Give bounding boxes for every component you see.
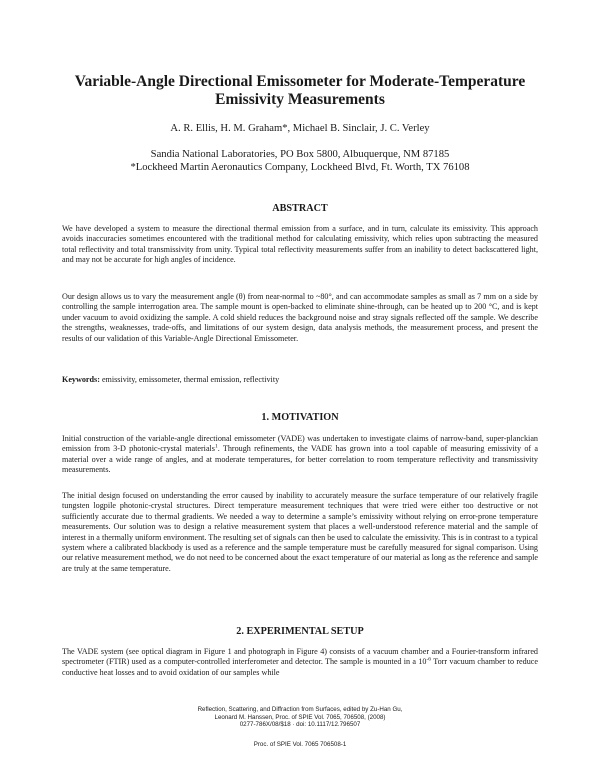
section-1-paragraph-1 xyxy=(62,434,538,476)
footer-line-1: Reflection, Scattering, and Diffraction from Surfaces, edited by Zu-Han Gu, xyxy=(197,706,403,713)
keywords-text: emissivity, emissometer, thermal emission, reflectivity xyxy=(101,375,280,384)
abstract-heading: ABSTRACT xyxy=(272,203,328,214)
section-2-p1-text: The VADE system (see optical diagram in Figure 1 and photograph in Figure 4) consists of a vacuum chamber and a Fourier-transform infrared spectrometer (FTIR) used as a computer-controlled interferometer and detector. The sample is mounted in a 10 xyxy=(62,647,538,667)
footer-line-3: 0277-786X/08/$18 · doi: 10.1117/12.796507 xyxy=(239,721,361,729)
affiliation-sandia: Sandia National Laboratories, PO Box 5800, Albuquerque, NM 87185 xyxy=(150,149,450,160)
abstract-paragraph-2: Our design allows us to vary the measurement angle (θ) from near-normal to ~80°, and can accommodate samples as small as 7 mm on a side by controlling the sample interrogation area. The sample mount is open-backed to eliminate shine-through, can be heated up to 200 °C, and is kept under vacuum to avoid oxidizing the sample. A cold shield reduces the background noise and stray signals reflected off the sample. We describe the strengths, weaknesses, trade-offs, and limitations of our system design, data analysis methods, the measurement process, and present the results of our validation of this Variable-Angle Directional Emissometer. xyxy=(62,292,538,343)
section-2-p1-text-cont: Torr vacuum chamber to reduce conductive heat losses and to avoid oxidation of our samples while xyxy=(62,657,538,677)
abstract-paragraph-1: We have developed a system to measure the directional thermal emission from a surface, and in turn, calculate its emissivity. This approach avoids inaccuracies sometimes encountered with the traditional method for calculating emissivity, which relies upon subtracting the measured total reflectivity and total transmissivity from unity. Typical total reflectivity measurements suffer from an inability to detect backscattered light, and may not be accurate for high angles of incidence. xyxy=(62,224,538,265)
citation-1: 1 xyxy=(214,443,218,450)
footer-line-2: Leonard M. Hanssen, Proc. of SPIE Vol. 7065, 706508, (2008) xyxy=(214,713,386,721)
section-2-paragraph-1 xyxy=(62,647,538,678)
paper-title xyxy=(50,73,550,109)
page-footer-label: Proc. of SPIE Vol. 7065 706508-1 xyxy=(253,741,347,748)
citation-footer xyxy=(50,706,550,729)
keywords xyxy=(62,375,538,385)
keywords-label: Keywords: xyxy=(62,375,100,384)
author-list: A. R. Ellis, H. M. Graham*, Michael B. Sinclair, J. C. Verley xyxy=(170,123,430,134)
section-1-paragraph-2: The initial design focused on understanding the error caused by inability to accurately measure the surface temperature of our relatively fragile tungsten logpile photonic-crystal structures. Direct temperature measurement techniques that were tried were either too destructive or not sufficiently accurate due to thermal gradients. We needed a way to determine a sample’s emissivity without relying on error-prone temperature measurements. Our solution was to design a relative measurement system that places a well-understood reference material and the sample of interest in a thermally uniform environment. The resulting set of signals can then be used to calculate the emissivity. This is in contrast to a typical system where a calibrated blackbody is used as a reference and the sample temperature must be carefully measured for signal comparison. Using our relative measurement method, we do not need to be concerned about the exact temperature of our material as long as the reference and sample are truly at the same temperature. xyxy=(62,491,538,573)
section-2-heading: 2. EXPERIMENTAL SETUP xyxy=(236,626,364,637)
title-line-1: Variable-Angle Directional Emissometer for Moderate-Temperature xyxy=(74,73,526,90)
section-1-p1-text: Initial construction of the variable-angle directional emissometer (VADE) was undertaken to investigate claims of narrow-band, super-planckian emission from 3-D photonic-crystal materials xyxy=(62,434,538,454)
exponent: -6 xyxy=(426,656,432,663)
section-1-heading: 1. MOTIVATION xyxy=(261,412,339,423)
title-line-2: Emissivity Measurements xyxy=(215,91,385,108)
affiliation-lockheed: *Lockheed Martin Aeronautics Company, Lockheed Blvd, Ft. Worth, TX 76108 xyxy=(130,162,470,173)
affiliations xyxy=(50,148,550,174)
section-1-p1-text-cont: . Through refinements, the VADE has grown into a tool capable of measuring emissivity of a material over a wide range of angles, and at moderate temperatures, for better correlation to room temperature reflectivity and transmissivity measurements. xyxy=(62,444,538,475)
